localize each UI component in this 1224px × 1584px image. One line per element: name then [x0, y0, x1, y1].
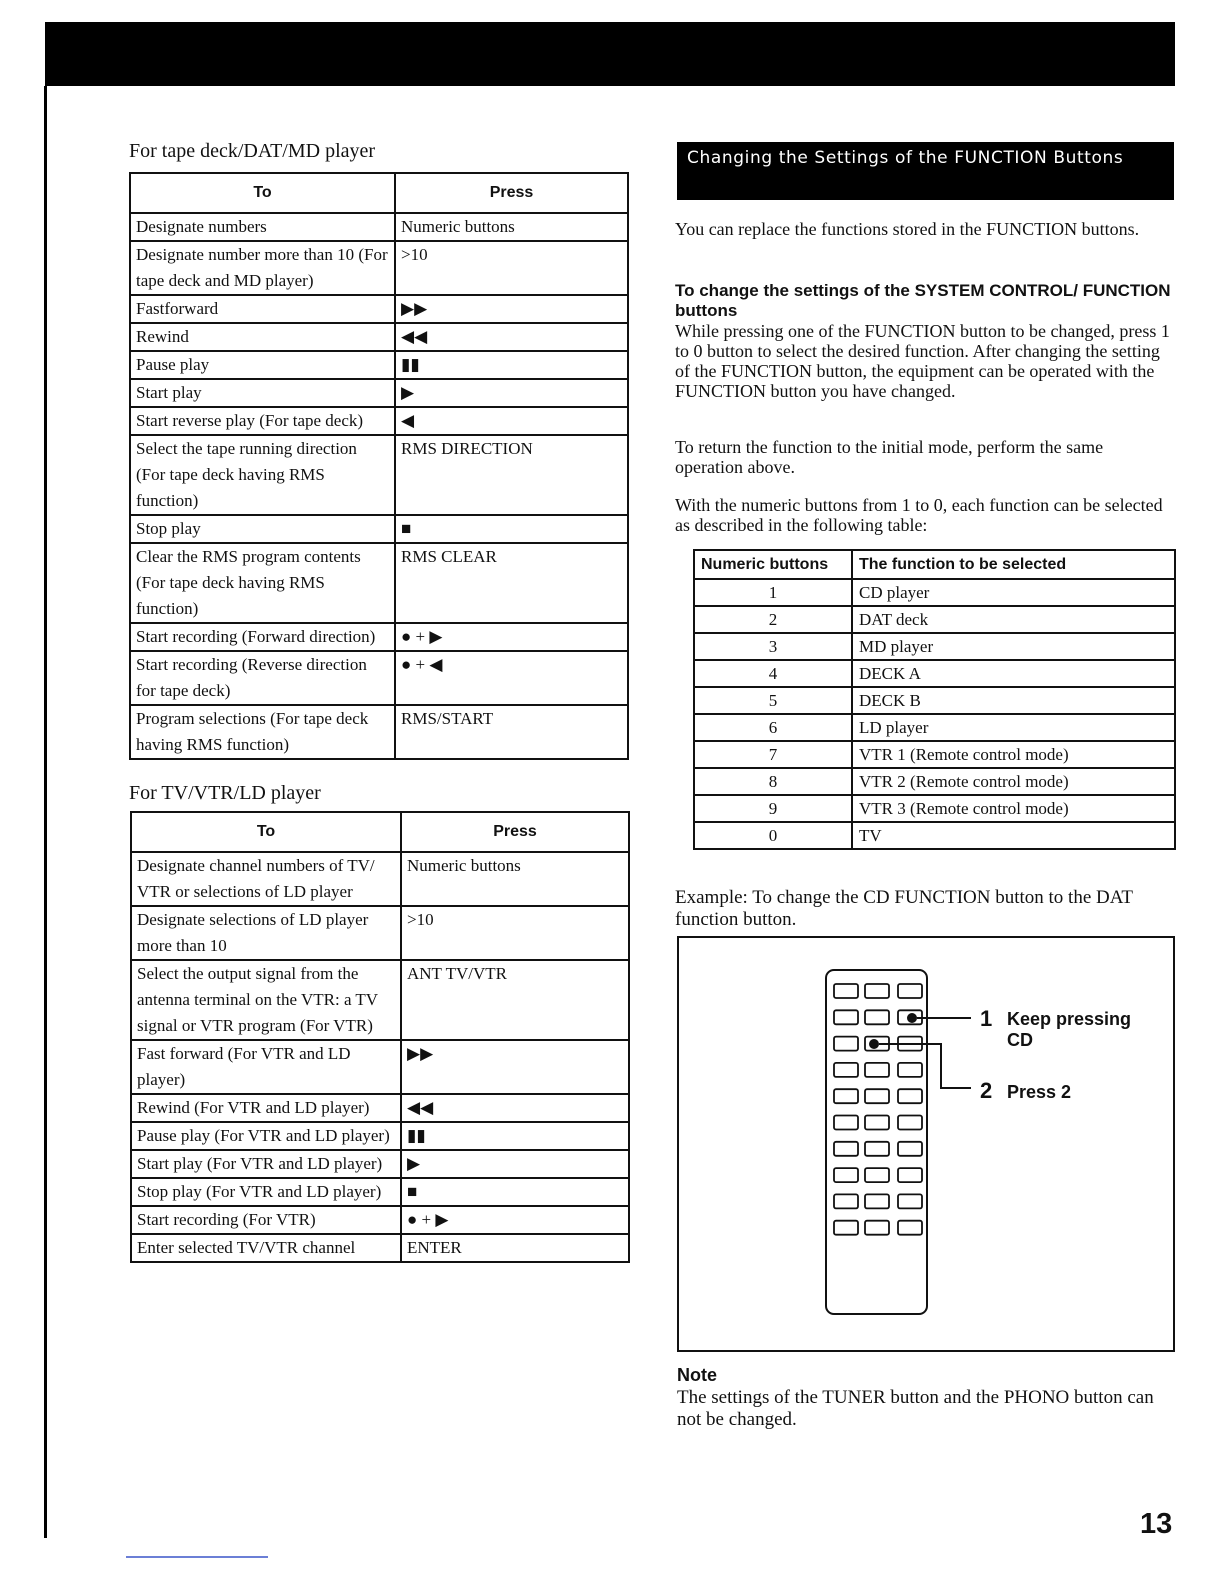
fn-row [694, 795, 1175, 822]
tv-to-cell: Fast forward (For VTR and LD player) [131, 1040, 401, 1094]
remote-button [865, 1221, 889, 1235]
tape-press-cell: ◀ [395, 407, 628, 435]
tv-to-cell: Stop play (For VTR and LD player) [131, 1178, 401, 1206]
tv-press-cell: ENTER [401, 1234, 629, 1262]
tape-to-cell: Designate numbers [130, 213, 395, 241]
fn-function-cell: DAT deck [852, 606, 1175, 633]
remote-button [834, 1221, 858, 1235]
tape-row [130, 351, 628, 379]
margin-rule [44, 86, 47, 1538]
tape-to-cell: Select the tape running direction (For tape deck having RMS function) [130, 435, 395, 515]
tv-to-cell: Start play (For VTR and LD player) [131, 1150, 401, 1178]
tv-to-cell: Rewind (For VTR and LD player) [131, 1094, 401, 1122]
remote-button [834, 1089, 858, 1103]
remote-button [834, 1063, 858, 1077]
tv-row [131, 1094, 629, 1122]
remote-button [834, 1142, 858, 1156]
fn-row [694, 714, 1175, 741]
tape-press-cell: ▮▮ [395, 351, 628, 379]
tape-row [130, 543, 628, 623]
tape-section-title: For tape deck/DAT/MD player [129, 140, 376, 162]
fn-function-cell: DECK B [852, 687, 1175, 714]
fn-row [694, 768, 1175, 795]
fn-number-cell: 1 [694, 579, 852, 606]
callout-1-label: Keep pressing CD [1007, 1009, 1132, 1050]
callout-2-number: 2 [980, 1078, 993, 1103]
callout-1-number: 1 [980, 1006, 993, 1031]
fn-number-cell: 6 [694, 714, 852, 741]
remote-button [898, 1089, 922, 1103]
remote-button [865, 1089, 889, 1103]
tape-to-cell: Designate number more than 10 (For tape deck and MD player) [130, 241, 395, 295]
fn-number-cell: 3 [694, 633, 852, 660]
remote-button [834, 984, 858, 998]
step-text: While pressing one of the FUNCTION button to be changed, press 1 to 0 button to select the desired function. After changing the setting of the FUNCTION button, the equipment can be operated with the FUNCTION button you have changed. [675, 321, 1170, 401]
tape-to-cell: Program selections (For tape deck having RMS function) [130, 705, 395, 759]
fn-function-cell: MD player [852, 633, 1175, 660]
remote-button [898, 1142, 922, 1156]
tape-press-cell: RMS/START [395, 705, 628, 759]
tv-press-cell: ▮▮ [401, 1122, 629, 1150]
header-bar [45, 22, 1175, 86]
tape-press-cell: Numeric buttons [395, 213, 628, 241]
tape-press-cell: >10 [395, 241, 628, 295]
tape-row [130, 651, 628, 705]
fn-number-cell: 5 [694, 687, 852, 714]
remote-button [834, 1194, 858, 1208]
button-2-marker [869, 1039, 879, 1049]
tape-row [130, 407, 628, 435]
remote-button [834, 1010, 858, 1024]
fn-row [694, 633, 1175, 660]
tape-to-cell: Start recording (Forward direction) [130, 623, 395, 651]
fn-number-cell: 2 [694, 606, 852, 633]
fn-function-cell: CD player [852, 579, 1175, 606]
tv-press-cell: ANT TV/VTR [401, 960, 629, 1040]
remote-button [834, 1037, 858, 1051]
tape-to-cell: Clear the RMS program contents (For tape deck having RMS function) [130, 543, 395, 623]
fn-number-cell: 0 [694, 822, 852, 849]
fn-row [694, 579, 1175, 606]
tv-to-cell: Enter selected TV/VTR channel [131, 1234, 401, 1262]
tape-header-to: To [130, 173, 395, 213]
subheading: To change the settings of the SYSTEM CONTROL/ FUNCTION buttons [675, 281, 1171, 320]
tape-press-cell: RMS DIRECTION [395, 435, 628, 515]
tv-row [131, 1234, 629, 1262]
remote-button [898, 1063, 922, 1077]
tv-row [131, 1206, 629, 1234]
remote-control-drawing [679, 938, 1173, 1350]
remote-button [865, 1116, 889, 1130]
tape-row [130, 515, 628, 543]
tape-to-cell: Rewind [130, 323, 395, 351]
tape-row [130, 295, 628, 323]
example-text: Example: To change the CD FUNCTION button to the DAT function button. [675, 887, 1133, 930]
tv-to-cell: Designate selections of LD player more than 10 [131, 906, 401, 960]
fn-row [694, 822, 1175, 849]
tv-press-cell: ● + ▶ [401, 1206, 629, 1234]
section-banner: Changing the Settings of the FUNCTION Buttons [677, 142, 1174, 200]
tape-control-table [129, 172, 629, 760]
note-text: The settings of the TUNER button and the PHONO button can not be changed. [677, 1387, 1154, 1430]
tape-to-cell: Fastforward [130, 295, 395, 323]
tape-to-cell: Start reverse play (For tape deck) [130, 407, 395, 435]
tv-section-title: For TV/VTR/LD player [129, 782, 321, 804]
fn-row [694, 606, 1175, 633]
numeric-text: With the numeric buttons from 1 to 0, each function can be selected as described in the following table: [675, 495, 1163, 535]
tv-press-cell: ◀◀ [401, 1094, 629, 1122]
tape-row [130, 435, 628, 515]
remote-button [865, 1168, 889, 1182]
tape-press-cell: ▶▶ [395, 295, 628, 323]
fn-number-cell: 9 [694, 795, 852, 822]
fn-function-cell: DECK A [852, 660, 1175, 687]
fn-number-cell: 8 [694, 768, 852, 795]
tape-press-cell: ◀◀ [395, 323, 628, 351]
tv-press-cell: ▶ [401, 1150, 629, 1178]
fn-function-cell: VTR 2 (Remote control mode) [852, 768, 1175, 795]
note-title: Note [677, 1365, 717, 1385]
remote-button [865, 984, 889, 998]
remote-button [898, 1116, 922, 1130]
tv-press-cell: Numeric buttons [401, 852, 629, 906]
remote-button [834, 1168, 858, 1182]
fn-function-cell: TV [852, 822, 1175, 849]
tv-press-cell: ▶▶ [401, 1040, 629, 1094]
tape-press-cell: ● + ◀ [395, 651, 628, 705]
tv-header-press: Press [401, 812, 629, 852]
tv-row [131, 1122, 629, 1150]
bottom-rule [126, 1556, 268, 1558]
tape-header-press: Press [395, 173, 628, 213]
tape-row [130, 323, 628, 351]
remote-button [865, 1194, 889, 1208]
tape-row [130, 623, 628, 651]
tape-press-cell: ● + ▶ [395, 623, 628, 651]
tv-row [131, 852, 629, 906]
tape-row [130, 705, 628, 759]
remote-button [898, 984, 922, 998]
return-text: To return the function to the initial mode, perform the same operation above. [675, 437, 1104, 477]
tv-press-cell: ■ [401, 1178, 629, 1206]
fn-row [694, 687, 1175, 714]
tape-to-cell: Stop play [130, 515, 395, 543]
fn-row [694, 660, 1175, 687]
tv-row [131, 1150, 629, 1178]
remote-button [898, 1168, 922, 1182]
remote-button [865, 1063, 889, 1077]
tv-to-cell: Pause play (For VTR and LD player) [131, 1122, 401, 1150]
fn-number-cell: 4 [694, 660, 852, 687]
tv-row [131, 1178, 629, 1206]
tv-row [131, 1040, 629, 1094]
cd-button-marker [907, 1013, 917, 1023]
fn-header-function: The function to be selected [852, 550, 1175, 579]
page-number: 13 [1140, 1508, 1173, 1540]
remote-button [865, 1010, 889, 1024]
tape-press-cell: ▶ [395, 379, 628, 407]
tv-to-cell: Designate channel numbers of TV/ VTR or selections of LD player [131, 852, 401, 906]
tv-to-cell: Start recording (For VTR) [131, 1206, 401, 1234]
tape-to-cell: Pause play [130, 351, 395, 379]
fn-header-numeric: Numeric buttons [694, 550, 852, 579]
tape-row [130, 241, 628, 295]
callout-2-label: Press 2 [1007, 1082, 1072, 1102]
tv-control-table [130, 811, 630, 1263]
tape-press-cell: ■ [395, 515, 628, 543]
tape-row [130, 213, 628, 241]
tv-press-cell: >10 [401, 906, 629, 960]
fn-function-cell: VTR 1 (Remote control mode) [852, 741, 1175, 768]
fn-function-cell: VTR 3 (Remote control mode) [852, 795, 1175, 822]
tape-to-cell: Start play [130, 379, 395, 407]
remote-button [898, 1194, 922, 1208]
tv-row [131, 960, 629, 1040]
tape-press-cell: RMS CLEAR [395, 543, 628, 623]
fn-function-cell: LD player [852, 714, 1175, 741]
tv-row [131, 906, 629, 960]
function-table [693, 549, 1176, 850]
remote-button [898, 1221, 922, 1235]
tv-to-cell: Select the output signal from the antenna terminal on the VTR: a TV signal or VTR program (For VTR) [131, 960, 401, 1040]
remote-button [834, 1116, 858, 1130]
tv-header-to: To [131, 812, 401, 852]
remote-button [865, 1142, 889, 1156]
fn-number-cell: 7 [694, 741, 852, 768]
tape-row [130, 379, 628, 407]
fn-row [694, 741, 1175, 768]
remote-illustration [677, 936, 1175, 1352]
intro-text: You can replace the functions stored in the FUNCTION buttons. [675, 219, 1140, 239]
tape-to-cell: Start recording (Reverse direction for tape deck) [130, 651, 395, 705]
